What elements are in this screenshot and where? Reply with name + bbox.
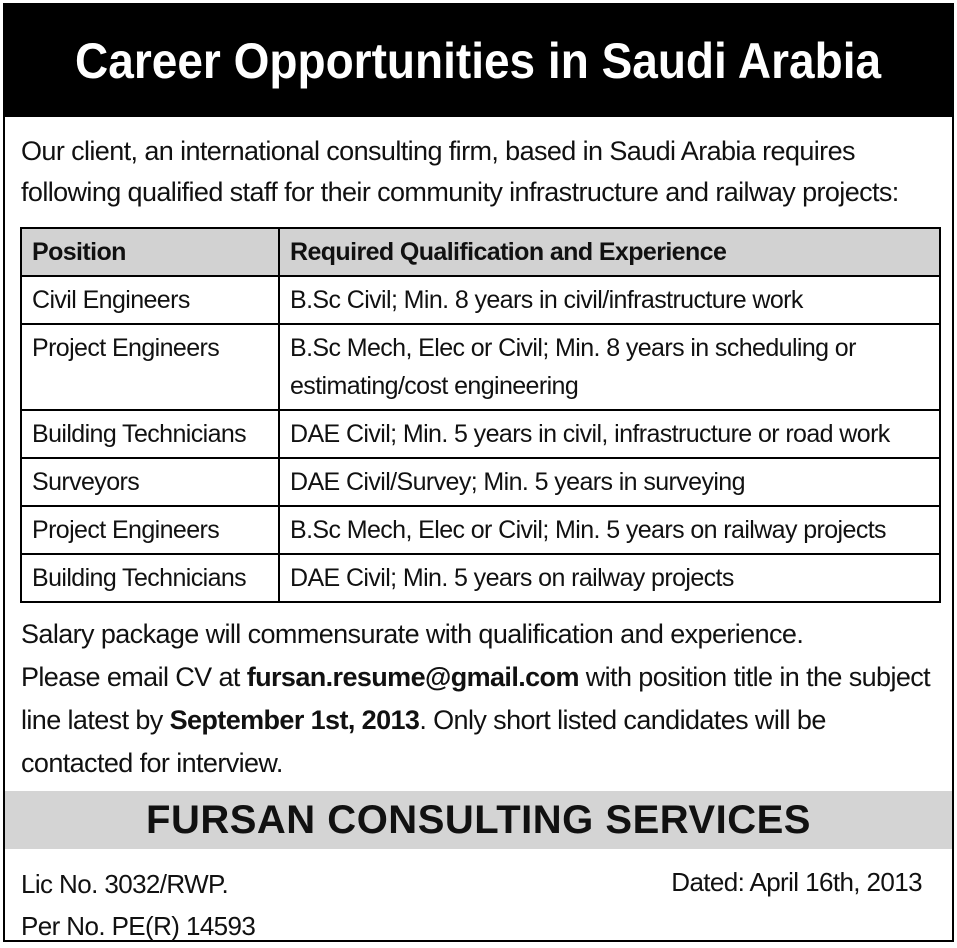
position-cell: Civil Engineers <box>21 276 279 324</box>
table-row <box>21 506 940 554</box>
position-cell: Building Technicians <box>21 410 279 458</box>
table-row <box>21 410 940 458</box>
column-header-qualification: Required Qualification and Experience <box>279 228 940 276</box>
qualification-cell: B.Sc Mech, Elec or Civil; Min. 5 years on railway projects <box>279 506 940 554</box>
table-row <box>21 554 940 602</box>
qualification-cell: B.Sc Mech, Elec or Civil; Min. 8 years in scheduling or estimating/cost engineering <box>279 324 940 410</box>
intro-paragraph <box>5 117 952 213</box>
header-banner <box>5 5 952 117</box>
application-details <box>5 603 952 785</box>
registration-info <box>21 863 255 947</box>
qualification-cell: DAE Civil/Survey; Min. 5 years in surveying <box>279 458 940 506</box>
email-suffix: with position title in the subject line latest by <box>21 662 931 735</box>
application-instructions <box>21 656 936 785</box>
company-banner <box>5 791 952 849</box>
table-row <box>21 324 940 410</box>
table-row <box>21 458 940 506</box>
position-cell: Project Engineers <box>21 506 279 554</box>
intro-line-2: following qualified staff for their community infrastructure and railway projects: <box>21 177 899 207</box>
license-number: Lic No. 3032/RWP. <box>21 869 229 899</box>
email-prefix: Please email CV at <box>21 662 247 692</box>
deadline-date: September 1st, 2013 <box>169 705 420 735</box>
closing-note: . Only short listed candidates will be contacted for interview. <box>21 705 826 778</box>
qualification-cell: DAE Civil; Min. 5 years on railway projects <box>279 554 940 602</box>
qualification-cell: B.Sc Civil; Min. 8 years in civil/infrastructure work <box>279 276 940 324</box>
table-header-row <box>21 228 940 276</box>
ad-date: Dated: April 16th, 2013 <box>671 867 922 897</box>
position-cell: Project Engineers <box>21 324 279 410</box>
qualification-cell: DAE Civil; Min. 5 years in civil, infrastructure or road work <box>279 410 940 458</box>
column-header-position: Position <box>21 228 279 276</box>
email-address[interactable]: fursan.resume@gmail.com <box>246 662 579 692</box>
page-title: Career Opportunities in Saudi Arabia <box>75 33 882 89</box>
permit-number: Per No. PE(R) 14593 <box>21 911 256 941</box>
intro-line-1: Our client, an international consulting firm, based in Saudi Arabia requires <box>21 136 855 166</box>
position-cell: Building Technicians <box>21 554 279 602</box>
table-row <box>21 276 940 324</box>
company-name: FURSAN CONSULTING SERVICES <box>146 797 811 842</box>
positions-table <box>20 227 941 603</box>
salary-note: Salary package will commensurate with qualification and experience. <box>21 619 804 649</box>
job-advertisement <box>3 3 954 942</box>
position-cell: Surveyors <box>21 458 279 506</box>
